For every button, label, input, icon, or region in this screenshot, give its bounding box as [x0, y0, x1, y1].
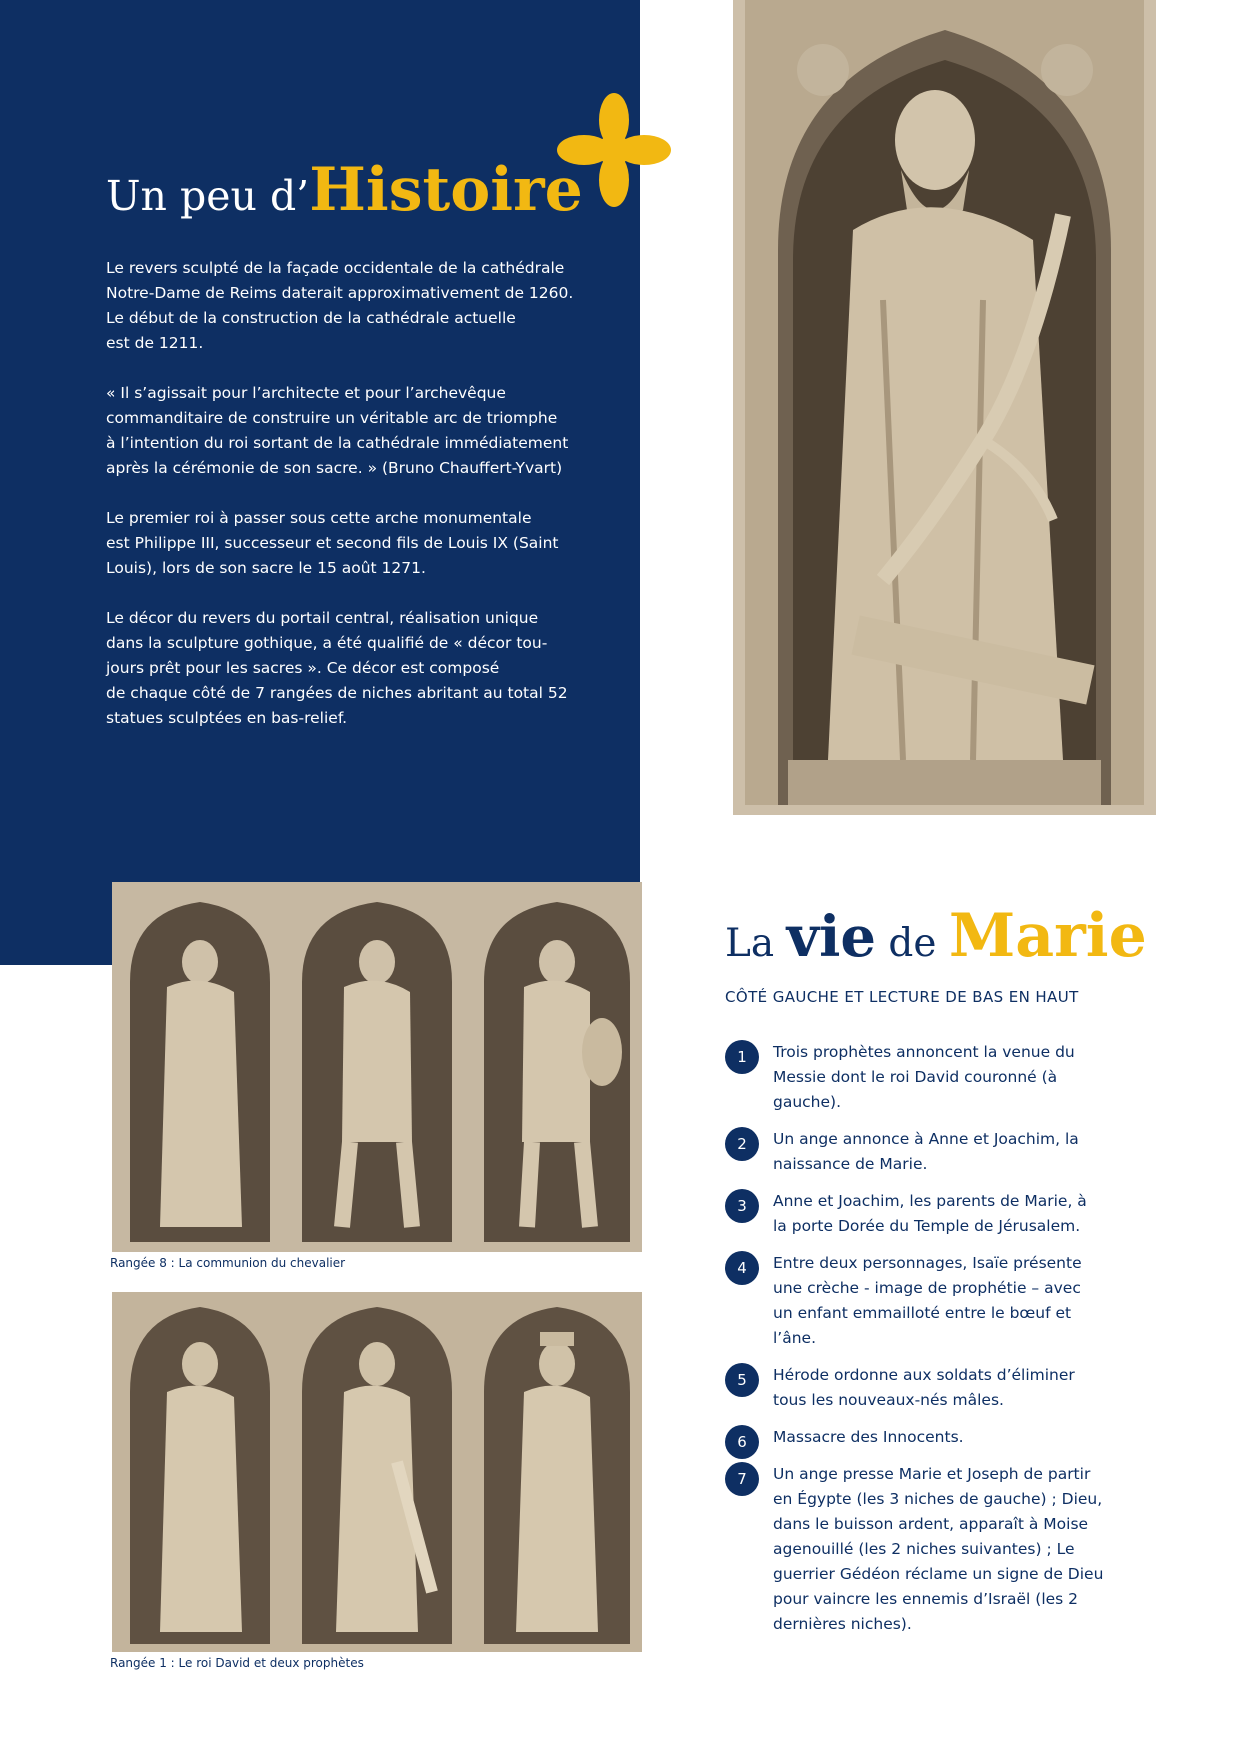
marie-title-la: La — [725, 921, 775, 966]
step-text: Trois prophètes annoncent la venue du Messie dont le roi David couronné (à gauche). — [773, 1043, 1075, 1111]
step-item — [725, 1189, 1105, 1239]
step-item — [725, 1363, 1105, 1413]
step-number-badge: 6 — [725, 1425, 759, 1459]
step-text: Anne et Joachim, les parents de Marie, à la porte Dorée du Temple de Jérusalem. — [773, 1192, 1087, 1235]
step-text: Massacre des Innocents. — [773, 1428, 964, 1446]
step-number-badge: 4 — [725, 1251, 759, 1285]
step-number-badge: 1 — [725, 1040, 759, 1074]
step-text: Hérode ordonne aux soldats d’éliminer tous les nouveaux-nés mâles. — [773, 1366, 1075, 1409]
step-number-badge: 3 — [725, 1189, 759, 1223]
step-item — [725, 1425, 1105, 1450]
histoire-title — [106, 155, 583, 225]
marie-title-vie: vie — [786, 904, 877, 970]
step-text: Un ange annonce à Anne et Joachim, la naissance de Marie. — [773, 1130, 1079, 1173]
marie-subtitle: CÔTÉ GAUCHE ET LECTURE DE BAS EN HAUT — [725, 988, 1079, 1006]
step-number-badge: 5 — [725, 1363, 759, 1397]
histoire-paragraph: Le décor du revers du portail central, réalisation unique dans la sculpture gothique, a été qualifié de « décor tou- jours prêt pour les sacres ». Ce décor est composé de chaque côté de 7 rangées de niches abritant au total 52 statues sculptées en bas-relief. — [106, 609, 568, 727]
step-item — [725, 1040, 1105, 1115]
step-item — [725, 1127, 1105, 1177]
rangee-1-caption: Rangée 1 : Le roi David et deux prophètes — [110, 1656, 364, 1670]
step-number-badge: 2 — [725, 1127, 759, 1161]
histoire-paragraph: « Il s’agissait pour l’architecte et pour l’archevêque commanditaire de construire un véritable arc de triomphe à l’intention du roi sortant de la cathédrale immédiatement après la cérémonie de son sacre. » (Bruno Chauffert-Yvart) — [106, 384, 569, 477]
rangee-1-photo — [112, 1292, 642, 1652]
step-text: Entre deux personnages, Isaïe présente une crèche - image de prophétie – avec un enfant emmailloté entre le bœuf et l’âne. — [773, 1254, 1082, 1347]
histoire-title-small: Un peu d’ — [106, 172, 310, 220]
histoire-body — [106, 256, 606, 756]
histoire-paragraph: Le premier roi à passer sous cette arche monumentale est Philippe III, successeur et second fils de Louis IX (Saint Louis), lors de son sacre le 15 août 1271. — [106, 509, 559, 577]
step-number-badge: 7 — [725, 1462, 759, 1496]
marie-title — [725, 901, 1147, 971]
marie-title-de: de — [888, 921, 937, 966]
statue-photo-large — [733, 0, 1156, 815]
marie-steps-list — [725, 1040, 1105, 1649]
histoire-paragraph: Le revers sculpté de la façade occidentale de la cathédrale Notre-Dame de Reims daterait approximativement de 1260. Le début de la construction de la cathédrale actuelle est de 1211. — [106, 259, 574, 352]
step-item — [725, 1462, 1105, 1637]
rangee-8-caption: Rangée 8 : La communion du chevalier — [110, 1256, 346, 1270]
histoire-title-big: Histoire — [309, 155, 583, 225]
step-item — [725, 1251, 1105, 1351]
marie-title-marie: Marie — [948, 901, 1147, 971]
rangee-8-photo — [112, 882, 642, 1252]
step-text: Un ange presse Marie et Joseph de partir en Égypte (les 3 niches de gauche) ; Dieu, dans le buisson ardent, apparaît à Moise agenouillé (les 2 niches suivantes) ; Le guerrier Gédéon réclame un signe de Dieu pour vaincre les ennemis d’Israël (les 2 dernières niches). — [773, 1465, 1104, 1633]
